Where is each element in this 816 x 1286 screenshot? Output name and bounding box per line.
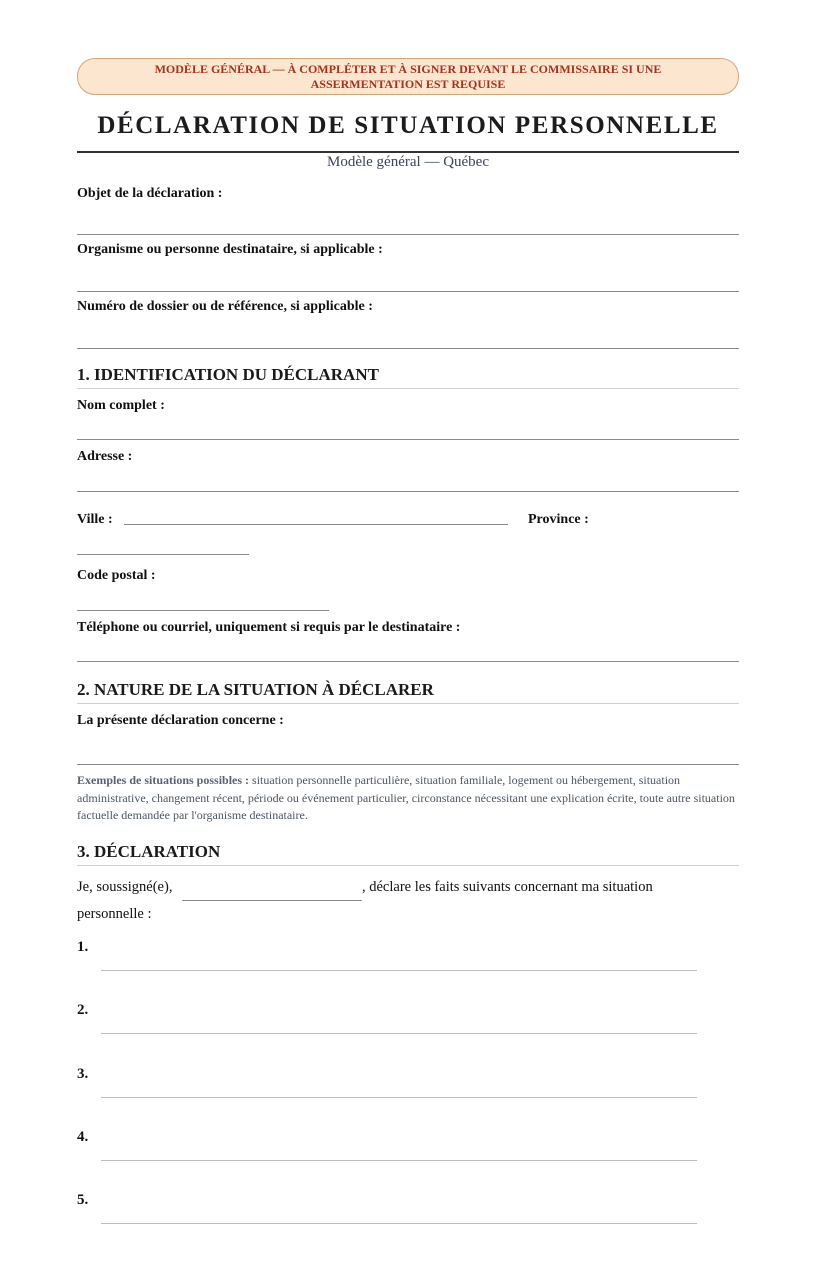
title-divider xyxy=(77,151,739,153)
document-title: DÉCLARATION DE SITUATION PERSONNELLE xyxy=(97,112,719,139)
section-2-divider xyxy=(77,703,739,704)
fact-field-3[interactable] xyxy=(101,1097,697,1098)
dossier-label: Numéro de dossier ou de référence, si applicable : xyxy=(77,299,373,314)
section-2-title: 2. NATURE DE LA SITUATION À DÉCLARER xyxy=(77,680,434,699)
nom-label: Nom complet : xyxy=(77,398,165,413)
code-postal-field[interactable] xyxy=(77,610,329,611)
section-1-title: 1. IDENTIFICATION DU DÉCLARANT xyxy=(77,365,379,384)
fact-field-5[interactable] xyxy=(101,1223,697,1224)
concerne-label: La présente déclaration concerne : xyxy=(77,713,284,728)
fact-field-2[interactable] xyxy=(101,1033,697,1034)
telephone-label: Téléphone ou courriel, uniquement si requis par le destinataire : xyxy=(77,620,461,635)
organisme-field[interactable] xyxy=(77,291,739,292)
fact-number-1: 1. xyxy=(77,939,89,955)
section-3-title: 3. DÉCLARATION xyxy=(77,842,221,861)
fact-field-4[interactable] xyxy=(101,1160,697,1161)
dossier-field[interactable] xyxy=(77,348,739,349)
instruction-banner xyxy=(77,58,739,95)
telephone-field[interactable] xyxy=(77,661,739,662)
declaration-intro-end: , déclare les faits suivants concernant ma situation xyxy=(362,879,653,895)
banner-line-1: MODÈLE GÉNÉRAL — À COMPLÉTER ET À SIGNER DEVANT LE COMMISSAIRE SI UNE xyxy=(154,62,662,76)
document-subtitle: Modèle général — Québec xyxy=(326,154,489,170)
fact-number-5: 5. xyxy=(77,1192,89,1208)
examples-label: Exemples de situations possibles : xyxy=(77,773,250,787)
concerne-field[interactable] xyxy=(77,764,739,765)
declaration-intro-start: Je, soussigné(e), xyxy=(77,879,173,895)
declaration-intro-line2: personnelle : xyxy=(77,906,152,922)
objet-field[interactable] xyxy=(77,234,739,235)
fact-number-4: 4. xyxy=(77,1129,89,1145)
section-1-divider xyxy=(77,388,739,389)
province-field[interactable] xyxy=(77,554,249,555)
objet-label: Objet de la déclaration : xyxy=(77,186,223,201)
organisme-label: Organisme ou personne destinataire, si applicable : xyxy=(77,242,383,257)
declarant-name-field[interactable] xyxy=(182,900,362,901)
ville-field[interactable] xyxy=(124,524,508,525)
ville-label: Ville : xyxy=(77,512,113,527)
code-postal-label: Code postal : xyxy=(77,568,156,583)
adresse-label: Adresse : xyxy=(77,449,133,464)
section-3-divider xyxy=(77,865,739,866)
fact-field-1[interactable] xyxy=(101,970,697,971)
adresse-field[interactable] xyxy=(77,491,739,492)
fact-number-3: 3. xyxy=(77,1066,89,1082)
nom-field[interactable] xyxy=(77,439,739,440)
fact-number-2: 2. xyxy=(77,1002,89,1018)
examples-note xyxy=(77,772,739,825)
banner-line-2: ASSERMENTATION EST REQUISE xyxy=(310,77,506,91)
examples-text: situation personnelle particulière, situation familiale, logement ou hébergement, situation administrative, changement récent, période ou événement particulier, circonstance nécessitant une explication écrite, toute autre situation factuelle demandée par l'organisme destinataire. xyxy=(77,773,735,822)
province-label: Province : xyxy=(528,512,589,527)
